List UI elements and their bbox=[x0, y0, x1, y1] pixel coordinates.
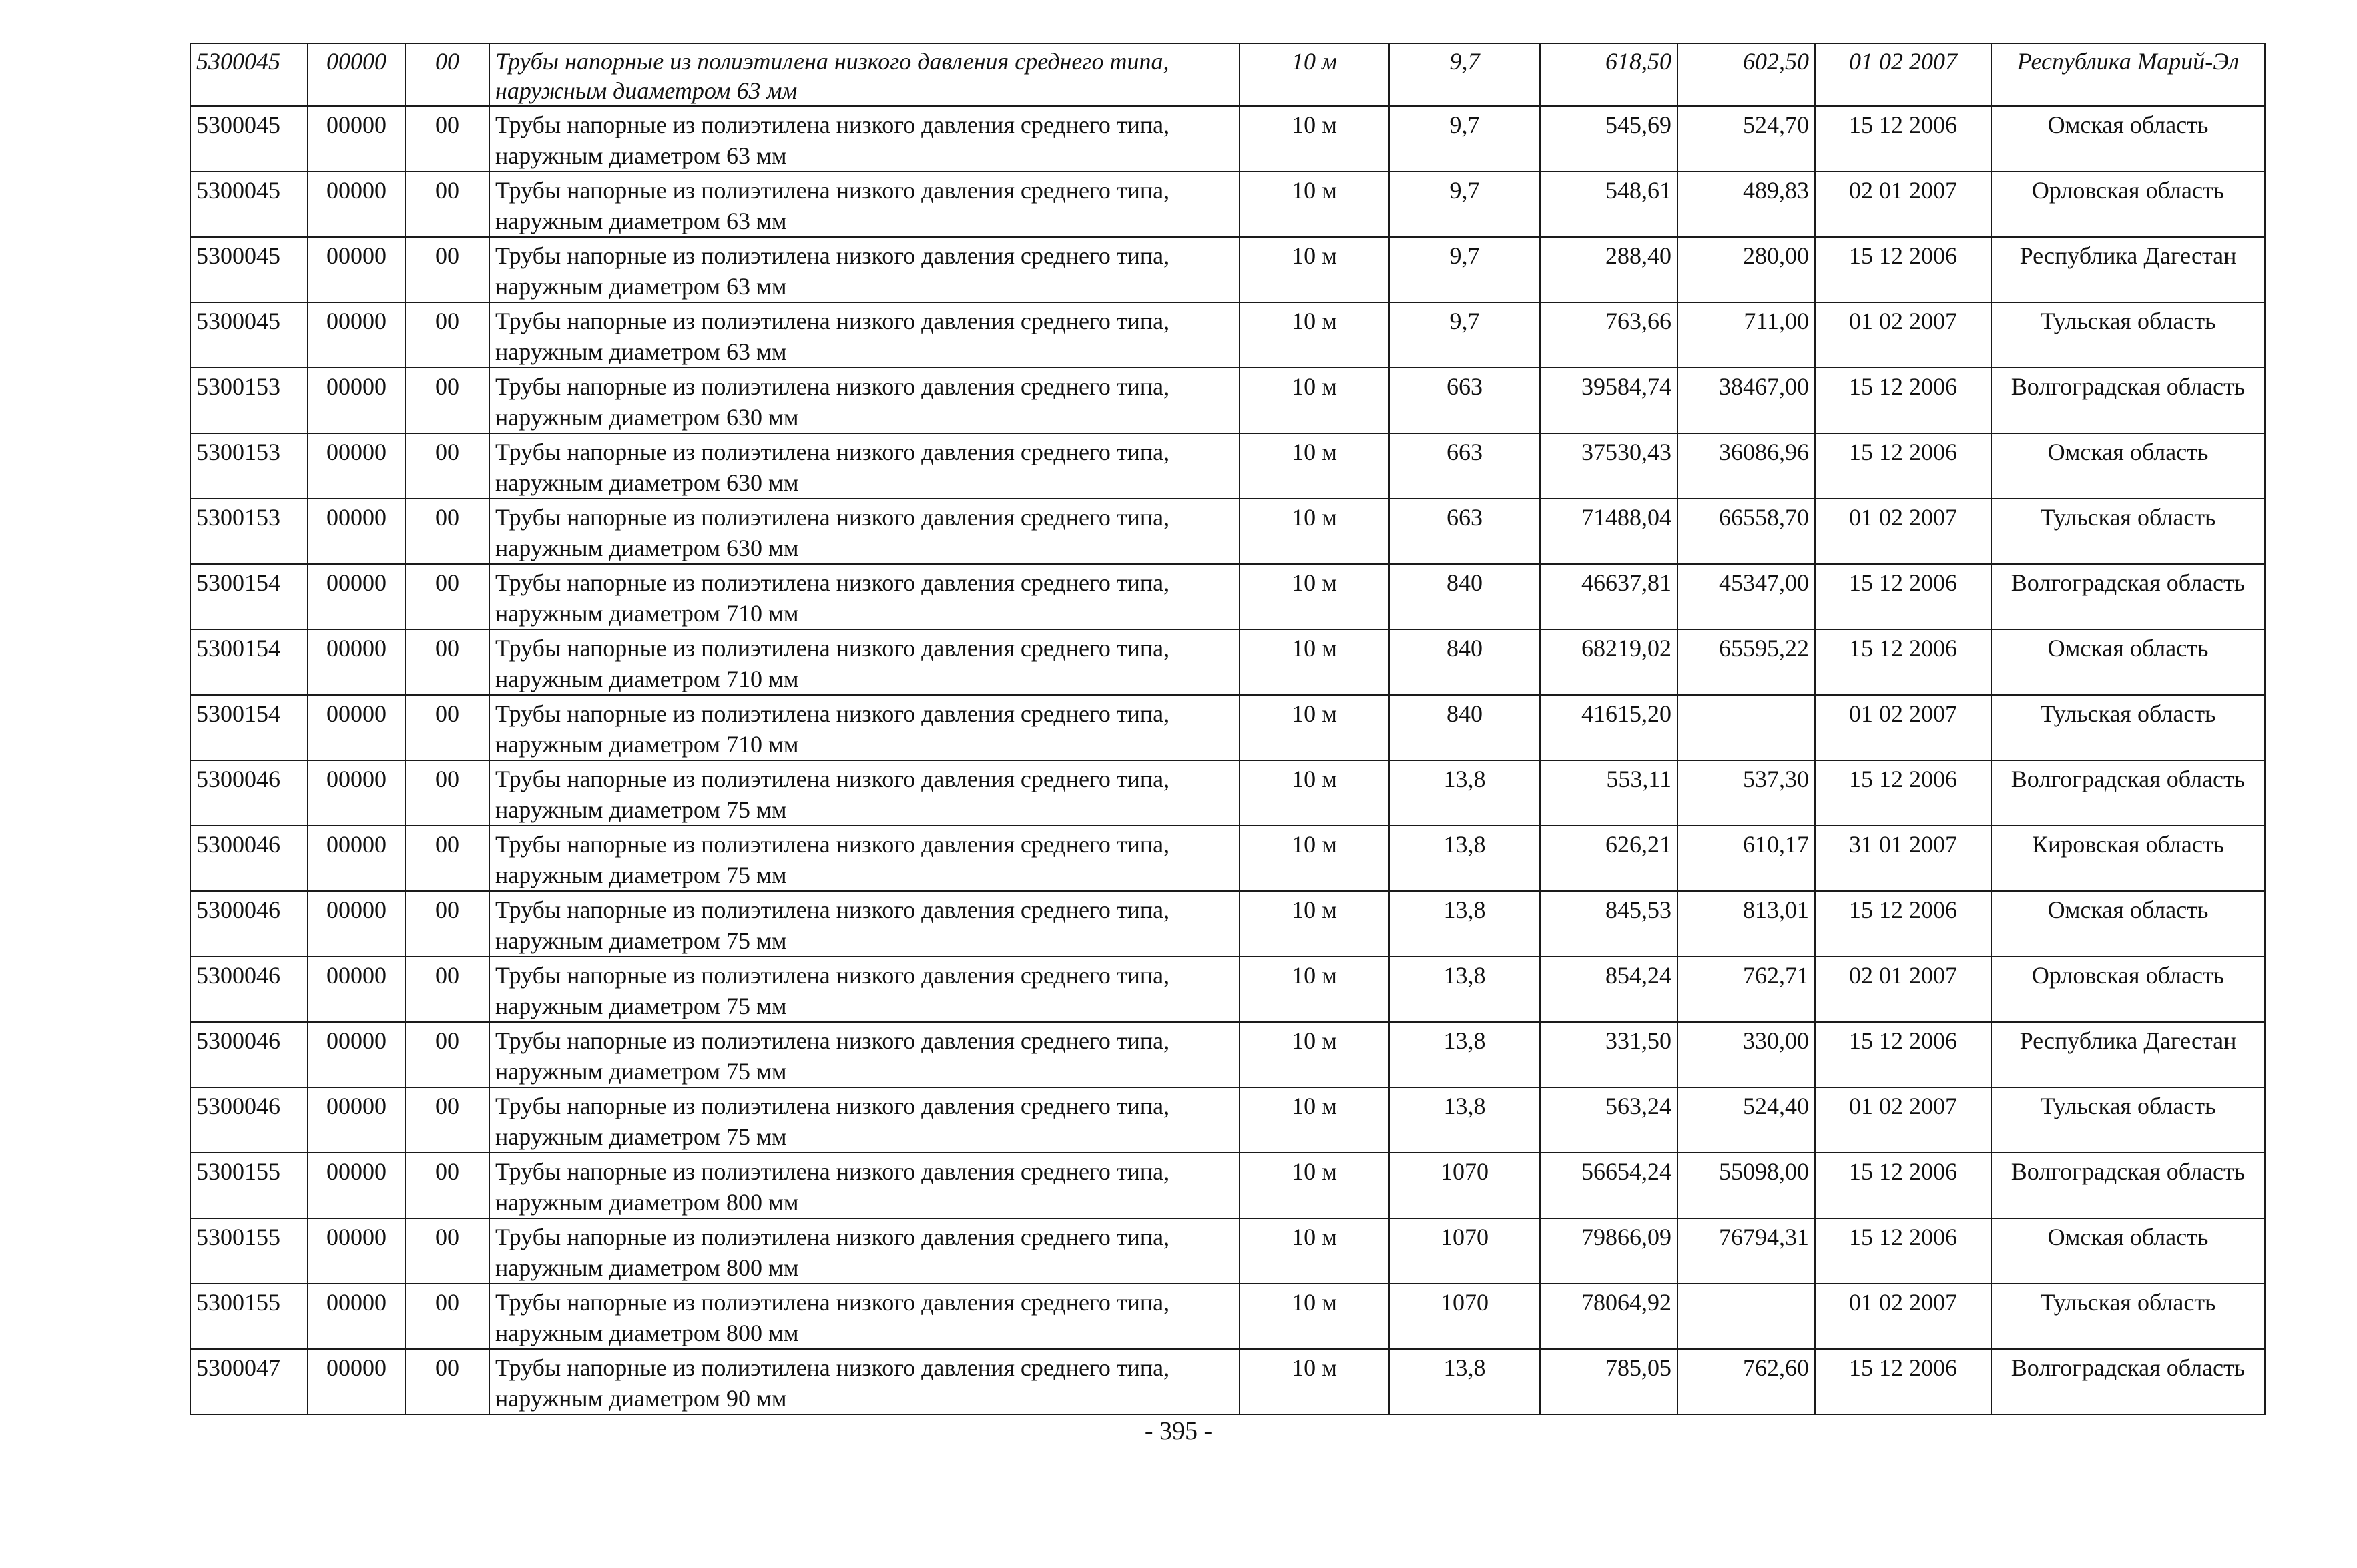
region-cell: Орловская область bbox=[1991, 957, 2265, 1022]
price-alt-cell: 36086,96 bbox=[1677, 433, 1815, 499]
region-cell: Тульская область bbox=[1991, 695, 2265, 760]
item-code-cell: 5300153 bbox=[190, 433, 308, 499]
weight-cell: 9,7 bbox=[1389, 302, 1540, 368]
unit-cell: 10 м bbox=[1240, 172, 1389, 237]
unit-cell: 10 м bbox=[1240, 302, 1389, 368]
date-cell: 15 12 2006 bbox=[1815, 629, 1991, 695]
sub-code-cell: 00000 bbox=[308, 1349, 405, 1414]
number-cell: 00 bbox=[405, 891, 489, 957]
price-cell: 545,69 bbox=[1540, 106, 1677, 172]
table-row bbox=[190, 629, 2265, 695]
unit-cell: 10 м bbox=[1240, 826, 1389, 891]
description-cell: Трубы напорные из полиэтилена низкого давления среднего типа, наружным диаметром 75 мм bbox=[489, 1022, 1240, 1087]
item-code-cell: 5300154 bbox=[190, 695, 308, 760]
unit-cell: 10 м bbox=[1240, 368, 1389, 433]
weight-cell: 840 bbox=[1389, 564, 1540, 629]
unit-cell: 10 м bbox=[1240, 237, 1389, 302]
sub-code-cell: 00000 bbox=[308, 106, 405, 172]
price-cell: 68219,02 bbox=[1540, 629, 1677, 695]
sub-code-cell: 00000 bbox=[308, 172, 405, 237]
description-cell: Трубы напорные из полиэтилена низкого давления среднего типа, наружным диаметром 800 мм bbox=[489, 1284, 1240, 1349]
description-cell: Трубы напорные из полиэтилена низкого давления среднего типа, наружным диаметром 63 мм bbox=[489, 43, 1240, 106]
description-cell: Трубы напорные из полиэтилена низкого давления среднего типа, наружным диаметром 630 мм bbox=[489, 433, 1240, 499]
price-cell: 39584,74 bbox=[1540, 368, 1677, 433]
table-row bbox=[190, 43, 2265, 106]
price-alt-cell bbox=[1677, 1284, 1815, 1349]
table-row bbox=[190, 1349, 2265, 1414]
region-cell: Республика Дагестан bbox=[1991, 1022, 2265, 1087]
weight-cell: 13,8 bbox=[1389, 1087, 1540, 1153]
price-cell: 46637,81 bbox=[1540, 564, 1677, 629]
table-row bbox=[190, 302, 2265, 368]
price-alt-cell: 537,30 bbox=[1677, 760, 1815, 826]
sub-code-cell: 00000 bbox=[308, 1218, 405, 1284]
number-cell: 00 bbox=[405, 1153, 489, 1218]
item-code-cell: 5300047 bbox=[190, 1349, 308, 1414]
item-code-cell: 5300153 bbox=[190, 499, 308, 564]
price-alt-cell: 610,17 bbox=[1677, 826, 1815, 891]
price-cell: 845,53 bbox=[1540, 891, 1677, 957]
description-cell: Трубы напорные из полиэтилена низкого давления среднего типа, наружным диаметром 75 мм bbox=[489, 826, 1240, 891]
date-cell: 15 12 2006 bbox=[1815, 433, 1991, 499]
item-code-cell: 5300045 bbox=[190, 237, 308, 302]
price-cell: 71488,04 bbox=[1540, 499, 1677, 564]
number-cell: 00 bbox=[405, 1087, 489, 1153]
number-cell: 00 bbox=[405, 237, 489, 302]
region-cell: Волгоградская область bbox=[1991, 368, 2265, 433]
description-cell: Трубы напорные из полиэтилена низкого давления среднего типа, наружным диаметром 63 мм bbox=[489, 106, 1240, 172]
region-cell: Омская область bbox=[1991, 891, 2265, 957]
sub-code-cell: 00000 bbox=[308, 1087, 405, 1153]
number-cell: 00 bbox=[405, 695, 489, 760]
table-row bbox=[190, 1022, 2265, 1087]
region-cell: Волгоградская область bbox=[1991, 564, 2265, 629]
weight-cell: 663 bbox=[1389, 368, 1540, 433]
price-cell: 79866,09 bbox=[1540, 1218, 1677, 1284]
region-cell: Омская область bbox=[1991, 1218, 2265, 1284]
number-cell: 00 bbox=[405, 43, 489, 106]
unit-cell: 10 м bbox=[1240, 43, 1389, 106]
price-alt-cell: 762,71 bbox=[1677, 957, 1815, 1022]
table-row bbox=[190, 826, 2265, 891]
weight-cell: 1070 bbox=[1389, 1284, 1540, 1349]
date-cell: 15 12 2006 bbox=[1815, 564, 1991, 629]
table-row bbox=[190, 1087, 2265, 1153]
price-alt-cell: 76794,31 bbox=[1677, 1218, 1815, 1284]
number-cell: 00 bbox=[405, 433, 489, 499]
number-cell: 00 bbox=[405, 499, 489, 564]
weight-cell: 663 bbox=[1389, 433, 1540, 499]
date-cell: 01 02 2007 bbox=[1815, 1087, 1991, 1153]
price-alt-cell: 489,83 bbox=[1677, 172, 1815, 237]
unit-cell: 10 м bbox=[1240, 760, 1389, 826]
item-code-cell: 5300045 bbox=[190, 43, 308, 106]
price-alt-cell: 524,70 bbox=[1677, 106, 1815, 172]
sub-code-cell: 00000 bbox=[308, 629, 405, 695]
price-alt-cell: 66558,70 bbox=[1677, 499, 1815, 564]
item-code-cell: 5300046 bbox=[190, 1022, 308, 1087]
item-code-cell: 5300155 bbox=[190, 1153, 308, 1218]
unit-cell: 10 м bbox=[1240, 957, 1389, 1022]
description-cell: Трубы напорные из полиэтилена низкого давления среднего типа, наружным диаметром 710 мм bbox=[489, 695, 1240, 760]
date-cell: 01 02 2007 bbox=[1815, 499, 1991, 564]
unit-cell: 10 м bbox=[1240, 499, 1389, 564]
price-alt-cell: 280,00 bbox=[1677, 237, 1815, 302]
table-row bbox=[190, 237, 2265, 302]
description-cell: Трубы напорные из полиэтилена низкого давления среднего типа, наружным диаметром 90 мм bbox=[489, 1349, 1240, 1414]
region-cell: Тульская область bbox=[1991, 1087, 2265, 1153]
unit-cell: 10 м bbox=[1240, 629, 1389, 695]
sub-code-cell: 00000 bbox=[308, 1284, 405, 1349]
price-alt-cell: 65595,22 bbox=[1677, 629, 1815, 695]
item-code-cell: 5300046 bbox=[190, 891, 308, 957]
item-code-cell: 5300153 bbox=[190, 368, 308, 433]
description-cell: Трубы напорные из полиэтилена низкого давления среднего типа, наружным диаметром 630 мм bbox=[489, 368, 1240, 433]
description-cell: Трубы напорные из полиэтилена низкого давления среднего типа, наружным диаметром 710 мм bbox=[489, 564, 1240, 629]
number-cell: 00 bbox=[405, 302, 489, 368]
date-cell: 15 12 2006 bbox=[1815, 1022, 1991, 1087]
weight-cell: 663 bbox=[1389, 499, 1540, 564]
item-code-cell: 5300046 bbox=[190, 1087, 308, 1153]
unit-cell: 10 м bbox=[1240, 891, 1389, 957]
sub-code-cell: 00000 bbox=[308, 1022, 405, 1087]
region-cell: Орловская область bbox=[1991, 172, 2265, 237]
item-code-cell: 5300154 bbox=[190, 564, 308, 629]
sub-code-cell: 00000 bbox=[308, 433, 405, 499]
date-cell: 15 12 2006 bbox=[1815, 1349, 1991, 1414]
table-row bbox=[190, 1284, 2265, 1349]
table-row bbox=[190, 957, 2265, 1022]
item-code-cell: 5300045 bbox=[190, 172, 308, 237]
weight-cell: 9,7 bbox=[1389, 106, 1540, 172]
price-cell: 56654,24 bbox=[1540, 1153, 1677, 1218]
sub-code-cell: 00000 bbox=[308, 564, 405, 629]
date-cell: 31 01 2007 bbox=[1815, 826, 1991, 891]
price-cell: 618,50 bbox=[1540, 43, 1677, 106]
table-body bbox=[190, 43, 2265, 1414]
sub-code-cell: 00000 bbox=[308, 499, 405, 564]
item-code-cell: 5300155 bbox=[190, 1284, 308, 1349]
price-alt-cell: 813,01 bbox=[1677, 891, 1815, 957]
number-cell: 00 bbox=[405, 106, 489, 172]
table-row bbox=[190, 760, 2265, 826]
table-row bbox=[190, 172, 2265, 237]
description-cell: Трубы напорные из полиэтилена низкого давления среднего типа, наружным диаметром 800 мм bbox=[489, 1153, 1240, 1218]
table-row bbox=[190, 368, 2265, 433]
table-row bbox=[190, 695, 2265, 760]
weight-cell: 13,8 bbox=[1389, 826, 1540, 891]
table-row bbox=[190, 433, 2265, 499]
table-row bbox=[190, 1218, 2265, 1284]
item-code-cell: 5300045 bbox=[190, 302, 308, 368]
description-cell: Трубы напорные из полиэтилена низкого давления среднего типа, наружным диаметром 63 мм bbox=[489, 237, 1240, 302]
date-cell: 01 02 2007 bbox=[1815, 695, 1991, 760]
price-table bbox=[190, 43, 2266, 1415]
description-cell: Трубы напорные из полиэтилена низкого давления среднего типа, наружным диаметром 75 мм bbox=[489, 957, 1240, 1022]
number-cell: 00 bbox=[405, 564, 489, 629]
description-cell: Трубы напорные из полиэтилена низкого давления среднего типа, наружным диаметром 75 мм bbox=[489, 891, 1240, 957]
date-cell: 15 12 2006 bbox=[1815, 891, 1991, 957]
weight-cell: 1070 bbox=[1389, 1153, 1540, 1218]
date-cell: 15 12 2006 bbox=[1815, 368, 1991, 433]
number-cell: 00 bbox=[405, 368, 489, 433]
sub-code-cell: 00000 bbox=[308, 1153, 405, 1218]
weight-cell: 13,8 bbox=[1389, 760, 1540, 826]
date-cell: 01 02 2007 bbox=[1815, 43, 1991, 106]
price-cell: 288,40 bbox=[1540, 237, 1677, 302]
sub-code-cell: 00000 bbox=[308, 760, 405, 826]
weight-cell: 840 bbox=[1389, 695, 1540, 760]
price-alt-cell bbox=[1677, 695, 1815, 760]
sub-code-cell: 00000 bbox=[308, 891, 405, 957]
sub-code-cell: 00000 bbox=[308, 368, 405, 433]
number-cell: 00 bbox=[405, 760, 489, 826]
weight-cell: 9,7 bbox=[1389, 237, 1540, 302]
table-row bbox=[190, 564, 2265, 629]
description-cell: Трубы напорные из полиэтилена низкого давления среднего типа, наружным диаметром 63 мм bbox=[489, 172, 1240, 237]
description-cell: Трубы напорные из полиэтилена низкого давления среднего типа, наружным диаметром 63 мм bbox=[489, 302, 1240, 368]
unit-cell: 10 м bbox=[1240, 433, 1389, 499]
sub-code-cell: 00000 bbox=[308, 695, 405, 760]
region-cell: Волгоградская область bbox=[1991, 760, 2265, 826]
table-row bbox=[190, 1153, 2265, 1218]
unit-cell: 10 м bbox=[1240, 106, 1389, 172]
price-alt-cell: 602,50 bbox=[1677, 43, 1815, 106]
price-cell: 854,24 bbox=[1540, 957, 1677, 1022]
price-cell: 763,66 bbox=[1540, 302, 1677, 368]
description-cell: Трубы напорные из полиэтилена низкого давления среднего типа, наружным диаметром 710 мм bbox=[489, 629, 1240, 695]
unit-cell: 10 м bbox=[1240, 695, 1389, 760]
table-row bbox=[190, 106, 2265, 172]
weight-cell: 9,7 bbox=[1389, 43, 1540, 106]
table-row bbox=[190, 891, 2265, 957]
date-cell: 15 12 2006 bbox=[1815, 760, 1991, 826]
region-cell: Омская область bbox=[1991, 629, 2265, 695]
weight-cell: 9,7 bbox=[1389, 172, 1540, 237]
price-alt-cell: 330,00 bbox=[1677, 1022, 1815, 1087]
price-alt-cell: 38467,00 bbox=[1677, 368, 1815, 433]
unit-cell: 10 м bbox=[1240, 564, 1389, 629]
number-cell: 00 bbox=[405, 957, 489, 1022]
region-cell: Волгоградская область bbox=[1991, 1349, 2265, 1414]
weight-cell: 13,8 bbox=[1389, 1022, 1540, 1087]
description-cell: Трубы напорные из полиэтилена низкого давления среднего типа, наружным диаметром 800 мм bbox=[489, 1218, 1240, 1284]
region-cell: Омская область bbox=[1991, 433, 2265, 499]
page-number: - 395 - bbox=[1144, 1417, 1213, 1445]
unit-cell: 10 м bbox=[1240, 1349, 1389, 1414]
price-cell: 553,11 bbox=[1540, 760, 1677, 826]
weight-cell: 840 bbox=[1389, 629, 1540, 695]
weight-cell: 13,8 bbox=[1389, 1349, 1540, 1414]
unit-cell: 10 м bbox=[1240, 1022, 1389, 1087]
item-code-cell: 5300046 bbox=[190, 826, 308, 891]
table-row bbox=[190, 499, 2265, 564]
description-cell: Трубы напорные из полиэтилена низкого давления среднего типа, наружным диаметром 75 мм bbox=[489, 1087, 1240, 1153]
date-cell: 02 01 2007 bbox=[1815, 957, 1991, 1022]
item-code-cell: 5300046 bbox=[190, 957, 308, 1022]
region-cell: Тульская область bbox=[1991, 1284, 2265, 1349]
date-cell: 15 12 2006 bbox=[1815, 106, 1991, 172]
sub-code-cell: 00000 bbox=[308, 826, 405, 891]
unit-cell: 10 м bbox=[1240, 1218, 1389, 1284]
price-cell: 331,50 bbox=[1540, 1022, 1677, 1087]
number-cell: 00 bbox=[405, 1284, 489, 1349]
number-cell: 00 bbox=[405, 1022, 489, 1087]
region-cell: Республика Дагестан bbox=[1991, 237, 2265, 302]
weight-cell: 1070 bbox=[1389, 1218, 1540, 1284]
region-cell: Республика Марий-Эл bbox=[1991, 43, 2265, 106]
unit-cell: 10 м bbox=[1240, 1284, 1389, 1349]
description-cell: Трубы напорные из полиэтилена низкого давления среднего типа, наружным диаметром 75 мм bbox=[489, 760, 1240, 826]
item-code-cell: 5300154 bbox=[190, 629, 308, 695]
number-cell: 00 bbox=[405, 629, 489, 695]
number-cell: 00 bbox=[405, 826, 489, 891]
date-cell: 15 12 2006 bbox=[1815, 237, 1991, 302]
price-alt-cell: 524,40 bbox=[1677, 1087, 1815, 1153]
sub-code-cell: 00000 bbox=[308, 302, 405, 368]
price-alt-cell: 711,00 bbox=[1677, 302, 1815, 368]
date-cell: 02 01 2007 bbox=[1815, 172, 1991, 237]
unit-cell: 10 м bbox=[1240, 1153, 1389, 1218]
sub-code-cell: 00000 bbox=[308, 957, 405, 1022]
region-cell: Тульская область bbox=[1991, 302, 2265, 368]
price-cell: 78064,92 bbox=[1540, 1284, 1677, 1349]
date-cell: 15 12 2006 bbox=[1815, 1153, 1991, 1218]
item-code-cell: 5300045 bbox=[190, 106, 308, 172]
date-cell: 01 02 2007 bbox=[1815, 302, 1991, 368]
price-alt-cell: 762,60 bbox=[1677, 1349, 1815, 1414]
price-alt-cell: 55098,00 bbox=[1677, 1153, 1815, 1218]
price-cell: 37530,43 bbox=[1540, 433, 1677, 499]
unit-cell: 10 м bbox=[1240, 1087, 1389, 1153]
region-cell: Волгоградская область bbox=[1991, 1153, 2265, 1218]
region-cell: Тульская область bbox=[1991, 499, 2265, 564]
item-code-cell: 5300046 bbox=[190, 760, 308, 826]
price-alt-cell: 45347,00 bbox=[1677, 564, 1815, 629]
weight-cell: 13,8 bbox=[1389, 957, 1540, 1022]
price-cell: 41615,20 bbox=[1540, 695, 1677, 760]
price-cell: 785,05 bbox=[1540, 1349, 1677, 1414]
sub-code-cell: 00000 bbox=[308, 43, 405, 106]
date-cell: 15 12 2006 bbox=[1815, 1218, 1991, 1284]
number-cell: 00 bbox=[405, 1218, 489, 1284]
price-cell: 563,24 bbox=[1540, 1087, 1677, 1153]
price-cell: 548,61 bbox=[1540, 172, 1677, 237]
date-cell: 01 02 2007 bbox=[1815, 1284, 1991, 1349]
item-code-cell: 5300155 bbox=[190, 1218, 308, 1284]
price-cell: 626,21 bbox=[1540, 826, 1677, 891]
region-cell: Кировская область bbox=[1991, 826, 2265, 891]
weight-cell: 13,8 bbox=[1389, 891, 1540, 957]
description-cell: Трубы напорные из полиэтилена низкого давления среднего типа, наружным диаметром 630 мм bbox=[489, 499, 1240, 564]
number-cell: 00 bbox=[405, 1349, 489, 1414]
number-cell: 00 bbox=[405, 172, 489, 237]
region-cell: Омская область bbox=[1991, 106, 2265, 172]
sub-code-cell: 00000 bbox=[308, 237, 405, 302]
